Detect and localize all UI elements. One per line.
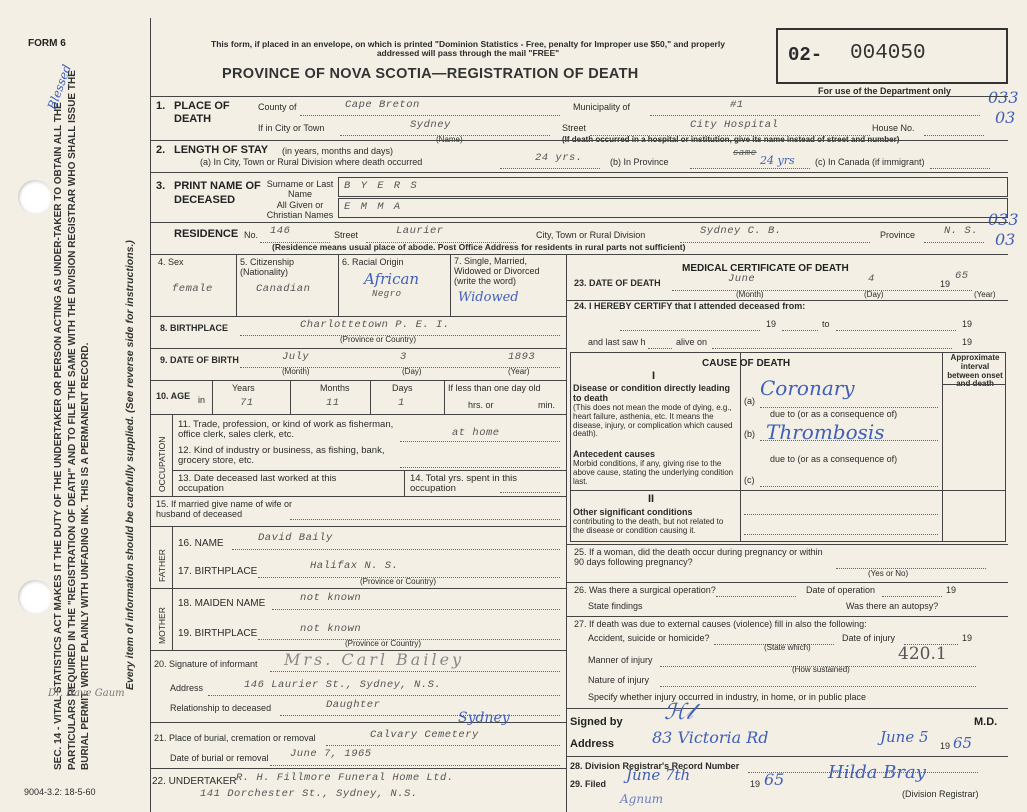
mother-maiden: not known (300, 592, 362, 604)
alive-nineteen: 19 (962, 337, 973, 347)
approx-interval: Approximate interval between onset and death (947, 353, 1003, 389)
residence-street-label: Street (334, 230, 359, 240)
autopsy-label: Was there an autopsy? (846, 601, 939, 611)
residence-no-label: No. (244, 230, 259, 240)
sex-label: 4. Sex (158, 257, 184, 267)
age-hrs: hrs. or (468, 400, 494, 410)
age-days: 1 (398, 397, 405, 409)
state-findings: State findings (588, 601, 643, 611)
dept-code-2: 03 (995, 108, 1016, 127)
specify-label: Specify whether injury occurred in industry, in home, or in public place (588, 692, 866, 702)
dob-day: 3 (400, 351, 407, 363)
stay-line-a: (a) In City, Town or Rural Division where death occurred (200, 157, 423, 167)
residence-street: Laurier (396, 225, 444, 237)
residence-province-label: Province (880, 230, 916, 240)
registration-prefix: 02- (788, 44, 823, 66)
margin-doctor-name: Dr. Dave Gaum (48, 688, 125, 699)
hospital-note: (If death occurred in a hospital or institution, give its name instead of street and number) (562, 135, 900, 144)
stay-line-c: (c) In Canada (if immigrant) (815, 157, 925, 167)
stay-label: LENGTH OF STAY (174, 144, 269, 156)
q23-label: 23. DATE OF DEATH (574, 278, 661, 288)
occupation-a11: at home (452, 427, 500, 439)
dept-code-4: 03 (995, 230, 1016, 249)
physician-date: June 5 (880, 728, 929, 746)
filed-year-pre: 19 (750, 779, 761, 789)
dept-code-1: 033 (988, 88, 1019, 107)
name-number: 3. (156, 180, 166, 192)
punch-hole-bottom (18, 580, 52, 614)
physician-address-label: Address (570, 738, 615, 750)
undertaker-address: 141 Dorchester St., Sydney, N.S. (200, 788, 418, 800)
date-of-operation: Date of operation (806, 585, 876, 595)
spouse-label: 15. If married give name of wife or husband of deceased (156, 499, 293, 519)
city-name-caption: (Name) (436, 135, 463, 144)
age-months-label: Months (320, 383, 350, 393)
dob-month: July (282, 351, 310, 363)
marital-label: 7. Single, Married, Widowed or Divorced (write the word) (454, 256, 540, 286)
q25-label: 25. If a woman, did the death occur during pregnancy or within 90 days following pregnancy? (574, 547, 823, 567)
frame-top-rule (150, 96, 1008, 97)
burial-date-label: Date of burial or removal (170, 753, 269, 763)
death-year: 65 (955, 270, 969, 282)
occupation-side-label: OCCUPATION (157, 436, 167, 492)
q29-label: 29. Filed (570, 779, 607, 789)
father-name-label: 16. NAME (178, 538, 224, 549)
physician-year-pre: 19 (940, 741, 951, 751)
occupation-q12: 12. Kind of industry or business, as fishing, bank, grocery store, etc. (178, 445, 385, 467)
municipality-label: Municipality of (573, 102, 631, 112)
father-birth: Halifax N. S. (310, 560, 399, 572)
attended-to: to (822, 319, 830, 329)
age-min: min. (538, 400, 556, 410)
burial-place-label: 21. Place of burial, cremation or removal (154, 733, 316, 743)
q24-label: 24. I HEREBY CERTIFY that I attended deceased from: (574, 301, 806, 311)
physician-address: 83 Victoria Rd (652, 728, 769, 747)
cause-b-value: Thrombosis (766, 420, 885, 444)
stay-b-value: same (733, 148, 757, 158)
disease-label: Disease or condition directly leading to death (573, 383, 731, 403)
disease-note: (This does not mean the mode of dying, e.g., heart failure, asthenia, etc. It means the disease, injury, or complication which caused death). (573, 403, 733, 439)
registration-number: 004050 (850, 42, 926, 65)
undertaker-label: 22. UNDERTAKER (152, 776, 237, 787)
age-days-label: Days (392, 383, 413, 393)
residence-province: N. S. (944, 225, 979, 237)
q27-label: 27. If death was due to external causes (violence) fill in also the following: (574, 619, 867, 629)
injury-nineteen: 19 (962, 633, 973, 643)
mother-birth-label: 19. BIRTHPLACE (178, 628, 258, 639)
age-months: 11 (326, 397, 340, 409)
below-handwriting: Agnum (620, 792, 664, 806)
burial-place-hand: Sydney (458, 710, 510, 726)
citizenship-value: Canadian (256, 283, 311, 295)
cause-a-due: due to (or as a consequence of) (770, 409, 898, 419)
informant-address: 146 Laurier St., Sydney, N.S. (244, 679, 442, 691)
cause-b-due: due to (or as a consequence of) (770, 454, 898, 464)
undertaker-name: R. H. Fillmore Funeral Home Ltd. (236, 772, 454, 784)
alive-on-label: alive on (676, 337, 708, 347)
attended-nineteen-1: 19 (766, 319, 777, 329)
county-label: County of (258, 102, 297, 112)
residence-note: (Residence means usual place of abode. Post Office Address for residents in rural parts not sufficient) (272, 242, 686, 252)
signed-by-label: Signed by (570, 716, 623, 728)
death-day-caption: (Day) (864, 290, 884, 299)
antecedent-note: Morbid conditions, if any, giving rise to the above cause, stating the underlying condition last. (573, 459, 734, 486)
surname-label: Surname or Last Name (266, 179, 334, 199)
stay-line-b: (b) In Province (610, 157, 669, 167)
statute-side-note: SEC. 14 - VITAL STATISTICS ACT MAKES IT THE DUTY OF THE UNDERTAKER OR PERSON ACTING AS UNDER-TAKER TO OBTAIN ALL THE PARTICULARS REQUIRED IN THE "REGISTRATION OF DEATH" AND TO FILE THE SAME WITH THE DIVISION REGISTRAR WHO SHALL ISSUE THE BURIAL PERMIT. WRITE PLAINLY WITH UNFADING INK. THIS IS A PERMANENT RECORD. (53, 70, 91, 770)
dob-day-caption: (Day) (402, 367, 422, 376)
department-use-note: For use of the Department only (818, 86, 952, 96)
mother-side-label: MOTHER (157, 607, 167, 644)
father-name: David Baily (258, 532, 333, 544)
form-title: PROVINCE OF NOVA SCOTIA—REGISTRATION OF DEATH (222, 66, 639, 82)
sex-value: female (172, 283, 213, 295)
informant-address-label: Address (170, 683, 204, 693)
op-nineteen: 19 (946, 585, 957, 595)
q26-label: 26. Was there a surgical operation? (574, 585, 716, 595)
city-label: If in City or Town (258, 123, 325, 133)
cause-b-letter: (b) (744, 429, 755, 439)
street-label: Street (562, 123, 587, 133)
surname-box (338, 177, 1008, 197)
father-birth-caption: (Province or Country) (360, 577, 437, 586)
relationship-value: Daughter (326, 699, 381, 711)
given-label: All Given or Christian Names (266, 200, 334, 220)
last-seen-label: and last saw h (588, 337, 646, 347)
registrar-signature: Hilda Bray (828, 762, 926, 783)
residence-city: Sydney C. B. (700, 225, 782, 237)
registrar-caption: (Division Registrar) (902, 789, 979, 799)
birthplace-value: Charlottetown P. E. I. (300, 319, 450, 331)
stay-b-hand: 24 yrs (760, 154, 795, 167)
manner-label: Manner of injury (588, 655, 653, 665)
burial-place: Calvary Cemetery (370, 729, 479, 741)
physician-signature: ℋ𝓁 (664, 700, 694, 725)
dept-code-3: 033 (988, 210, 1019, 229)
age-years-label: Years (232, 383, 255, 393)
footer-code: 9004-3.2: 18-5-60 (24, 787, 96, 797)
residence-city-label: City, Town or Rural Division (536, 230, 646, 240)
mother-birth: not known (300, 623, 362, 635)
dob-year-caption: (Year) (508, 367, 530, 376)
q28-label: 28. Division Registrar's Record Number (570, 761, 740, 771)
cause-heading: CAUSE OF DEATH (702, 358, 791, 369)
nature-label: Nature of injury (588, 675, 650, 685)
death-month: June (728, 273, 756, 285)
stay-a-value: 24 yrs. (535, 152, 583, 164)
mail-notice: This form, if placed in an envelope, on which is printed "Dominion Statistics - Free, penalty for Improper use $50," and properly addressed will pass through the mail "FREE" (211, 39, 725, 59)
instructions-side-note: Every item of information should be carefully supplied. (See reverse side for instructions.) (124, 240, 136, 690)
county-value: Cape Breton (345, 99, 420, 111)
given-box (338, 198, 1008, 218)
marital-value: Widowed (458, 290, 519, 305)
dob-year: 1893 (508, 351, 536, 363)
death-year-caption: (Year) (974, 290, 996, 299)
residence-no: 146 (270, 225, 291, 237)
death-year-pre: 19 (940, 279, 951, 289)
roman-two: II (648, 493, 655, 505)
mother-maiden-label: 18. MAIDEN NAME (178, 598, 266, 609)
frame-left (150, 18, 151, 812)
given-value: E M M A (344, 201, 403, 213)
occupation-q11: 11. Trade, profession, or kind of work as fisherman, office clerk, sales clerk, etc. (178, 419, 394, 441)
racial-label: 6. Racial Origin (342, 257, 404, 267)
registration-number-box (776, 28, 1008, 84)
citizenship-label: 5. Citizenship (Nationality) (240, 257, 295, 277)
filed-year: 65 (764, 770, 785, 789)
burial-date: June 7, 1965 (290, 748, 372, 760)
roman-one: I (652, 370, 656, 382)
sustained-caption: (How sustained) (792, 665, 850, 674)
antecedent-label: Antecedent causes (573, 449, 656, 459)
racial-hand: African (364, 270, 420, 288)
medical-heading: MEDICAL CERTIFICATE OF DEATH (682, 263, 849, 274)
birthplace-label: 8. BIRTHPLACE (160, 323, 229, 333)
stay-number: 2. (156, 144, 166, 156)
cause-a-value: Coronary (760, 376, 855, 400)
form-number: FORM 6 (28, 38, 66, 49)
attended-nineteen-2: 19 (962, 319, 973, 329)
dob-label: 9. DATE OF BIRTH (160, 355, 239, 365)
father-side-label: FATHER (157, 549, 167, 582)
informant-sig-label: 20. Signature of informant (154, 659, 258, 669)
street-value: City Hospital (690, 119, 779, 131)
date-injury-label: Date of injury (842, 633, 896, 643)
dob-month-caption: (Month) (282, 367, 310, 376)
stay-sub: (in years, months and days) (282, 146, 394, 156)
filed-date: June 7th (626, 766, 691, 784)
house-label: House No. (872, 123, 915, 133)
cause-c-letter: (c) (744, 475, 755, 485)
city-value: Sydney (410, 119, 451, 131)
death-month-caption: (Month) (736, 290, 764, 299)
name-label: PRINT NAME OF DECEASED (174, 180, 261, 206)
informant-signature: Mrs. Carl Bailey (284, 650, 465, 669)
racial-typed: Negro (372, 289, 402, 299)
accident-label: Accident, suicide or homicide? (588, 633, 710, 643)
other-note: contributing to the death, but not related to the disease or condition causing it. (573, 517, 724, 535)
relationship-label: Relationship to deceased (170, 703, 272, 713)
municipality-value: #1 (730, 99, 744, 111)
md-label: M.D. (974, 716, 998, 728)
manner-code: 420.1 (898, 644, 947, 664)
q25-yes-no: (Yes or No) (868, 569, 909, 578)
other-label: Other significant conditions (573, 507, 693, 517)
age-less-day: If less than one day old (448, 383, 541, 393)
occupation-q13: 13. Date deceased last worked at this occupation (178, 473, 337, 495)
birthplace-caption: (Province or Country) (340, 335, 417, 344)
physician-year: 65 (953, 734, 973, 752)
age-in: in (198, 395, 206, 405)
cause-a-letter: (a) (744, 396, 755, 406)
place-number: 1. (156, 100, 166, 112)
surname-value: B Y E R S (344, 180, 419, 192)
mother-birth-caption: (Province or Country) (345, 639, 422, 648)
death-day: 4 (868, 273, 875, 285)
residence-label: RESIDENCE (174, 228, 239, 240)
father-birth-label: 17. BIRTHPLACE (178, 566, 258, 577)
margin-handwriting: Blessed (44, 62, 75, 112)
occupation-q14: 14. Total yrs. spent in this occupation (410, 473, 518, 495)
state-which: (State which) (764, 643, 811, 652)
age-label: 10. AGE (156, 391, 191, 401)
age-years: 71 (240, 397, 254, 409)
place-label: PLACE OF DEATH (174, 100, 230, 126)
punch-hole-top (18, 180, 52, 214)
